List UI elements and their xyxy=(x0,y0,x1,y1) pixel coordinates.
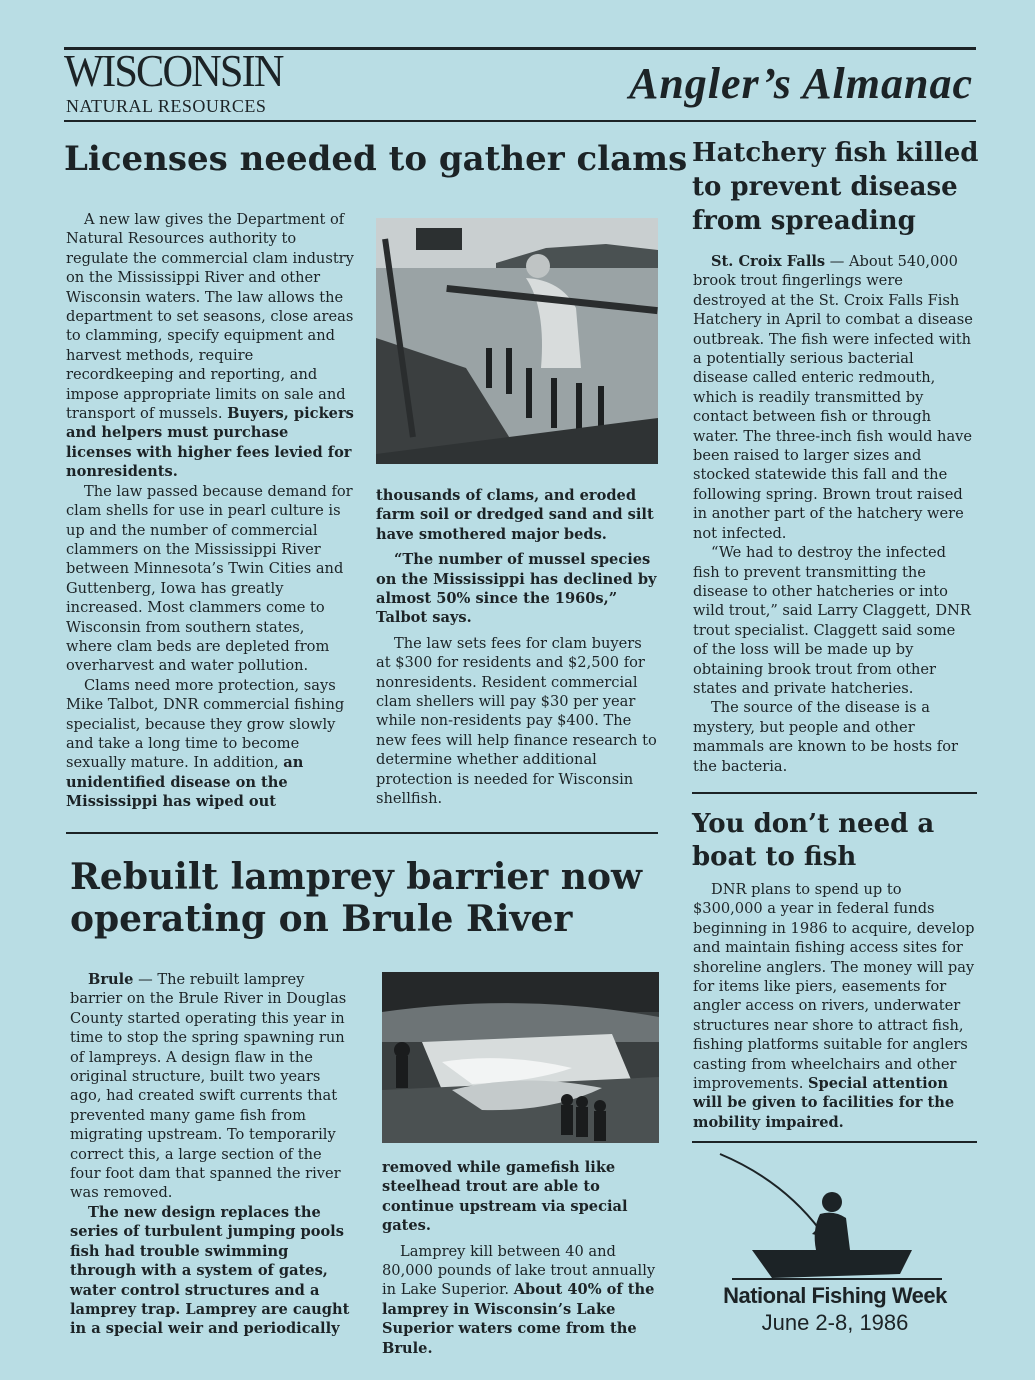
clamming-boat-illustration xyxy=(376,218,658,464)
lamprey-paragraph-3: removed while gamefish like steelhead trout are able to continue upstream via special gates. xyxy=(382,1159,628,1235)
lamprey-barrier-photo xyxy=(382,972,659,1143)
boat-column xyxy=(693,880,975,1132)
clams-paragraph-4: thousands of clams, and eroded farm soil or dredged sand and silt have smothered major beds. xyxy=(376,487,654,543)
masthead-bottom-rule xyxy=(64,120,976,122)
lamprey-column-1 xyxy=(70,970,354,1339)
clams-quote: “The number of mussel species on the Mississippi has declined by almost 50% since the 1960s,” Talbot says. xyxy=(376,551,657,627)
clams-paragraph-2: The law passed because demand for clam shells for use in pearl culture is up and the number of commercial clammers on the Mississippi River between Minnesota’s Twin Cities and Guttenberg, Iowa has greatly increased. Most clammers come to Wisconsin from southern states, where clam beds are depleted from overharvest and water pollution. xyxy=(66,482,353,675)
lamprey-barrier-illustration xyxy=(382,972,659,1143)
lamprey-paragraph-1: Brule — The rebuilt lamprey barrier on the Brule River in Douglas County started operating this year in time to stop the spring spawning run of lampreys. A design flaw in the original structure, built two years ago, had created swift currents that prevented many game fish from migrating upstream. To temporarily correct this, a large section of the four foot dam that spanned the river was removed. xyxy=(70,971,347,1202)
wisconsin-logo: WISCONSIN xyxy=(64,45,283,96)
clams-paragraph-3: Clams need more protection, says Mike Talbot, DNR commercial fishing specialist, because they grow slowly and take a long time to become sexually mature. In addition, an unidentified disease on the Mississippi has wiped out xyxy=(66,676,345,811)
hatchery-column xyxy=(693,252,973,776)
lamprey-paragraph-2: The new design replaces the series of turbulent jumping pools fish had trouble swimming through with a system of gates, water control structures and a lamprey trap. Lamprey are caught in a special weir and periodically xyxy=(70,1203,350,1338)
lamprey-highlight: About 40% of the lamprey in Wisconsin’s Lake Superior waters come from the Brule. xyxy=(382,1281,655,1357)
clams-bottom-rule xyxy=(66,832,658,834)
boat-bottom-rule xyxy=(692,1141,977,1143)
section-title: Angler’s Almanac xyxy=(628,59,973,108)
boat-highlight: Special attention will be given to facilities for the mobility impaired. xyxy=(693,1075,955,1131)
hatchery-paragraph-3: The source of the disease is a mystery, but people and other mammals are known to be hosts for the bacteria. xyxy=(693,699,958,775)
boat-headline: You don’t need a boat to fish xyxy=(692,809,935,872)
wisconsin-logo-subtitle: NATURAL RESOURCES xyxy=(66,96,267,116)
angler-in-boat-icon xyxy=(712,1150,962,1290)
lamprey-dateline: Brule xyxy=(88,971,134,988)
national-fishing-week-logo xyxy=(712,1150,962,1290)
hatchery-paragraph-2: “We had to destroy the infected fish to prevent transmitting the disease to other hatcheries or into wild trout,” said Larry Claggett, DNR trout specialist. Claggett said some of the loss will be made up by obtaining brook trout from other states and private hatcheries. xyxy=(693,544,971,697)
boat-paragraph-1: DNR plans to spend up to $300,000 a year in federal funds beginning in 1986 to acquire, develop and maintain fishing access sites for shoreline anglers. The money will pay for items like piers, easements for angler access on rivers, underwater structures near shore to attract fish, fishing platforms suitable for anglers casting from wheelchairs and other improvements. Special attention will be given to facilities for the mobility impaired. xyxy=(693,881,975,1131)
hatchery-headline: Hatchery fish killed to prevent disease from spreading xyxy=(692,138,979,236)
lamprey-paragraph-4: Lamprey kill between 40 and 80,000 pounds of lake trout annually in Lake Superior. About 40% of the lamprey in Wisconsin’s Lake Superior waters come from the Brule. xyxy=(382,1242,656,1357)
clams-headline: Licenses needed to gather clams xyxy=(64,139,688,179)
national-fishing-week-title: National Fishing Week xyxy=(723,1283,947,1308)
clamming-boat-photo xyxy=(376,218,658,464)
lamprey-column-2 xyxy=(382,1158,664,1358)
clams-highlight-licenses: Buyers, pickers and helpers must purchase licenses with higher fees levied for nonresidents. xyxy=(66,405,354,481)
clams-column-2 xyxy=(376,486,658,809)
clams-paragraph-1: A new law gives the Department of Natural Resources authority to regulate the commercial clam industry on the Mississippi River and other Wisconsin waters. The law allows the department to set seasons, close areas to clamming, specify equipment and harvest methods, require recordkeeping and reporting, and impose appropriate limits on sale and transport of mussels. Buyers, pickers and helpers must purchase licenses with higher fees levied for nonresidents. xyxy=(66,211,354,481)
lamprey-headline: Rebuilt lamprey barrier now operating on Brule River xyxy=(70,856,642,940)
hatchery-dateline: St. Croix Falls xyxy=(711,253,826,270)
hatchery-paragraph-1: St. Croix Falls — About 540,000 brook trout fingerlings were destroyed at the St. Croix Falls Fish Hatchery in April to combat a disease outbreak. The fish were infected with a potentially serious bacterial disease called enteric redmouth, which is readily transmitted by contact between fish or through water. The three-inch fish would have been raised to larger sizes and stocked statewide this fall and the following spring. Brown trout raised in another part of the hatchery were not infected. xyxy=(693,253,973,542)
national-fishing-week-dates: June 2-8, 1986 xyxy=(761,1310,909,1335)
clams-highlight-disease: an unidentified disease on the Mississippi has wiped out xyxy=(66,754,304,811)
clams-paragraph-6: The law sets fees for clam buyers at $300 for residents and $2,500 for nonresidents. Resident commercial clam shellers will pay $30 per year while non-residents pay $400. The new fees will help finance research to determine whether additional protection is needed for Wisconsin shellfish. xyxy=(376,634,657,808)
hatchery-bottom-rule xyxy=(692,792,977,794)
clams-column-1 xyxy=(66,210,354,812)
